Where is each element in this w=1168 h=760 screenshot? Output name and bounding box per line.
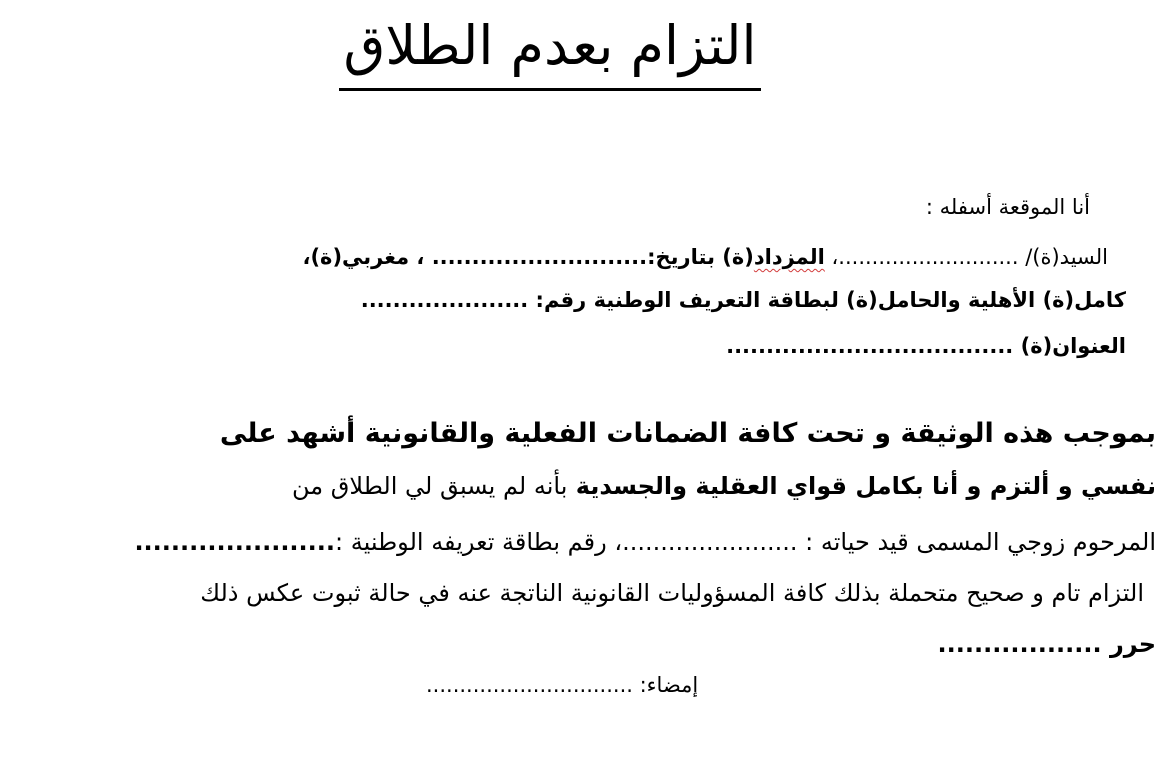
- body-line-2: [292, 469, 1156, 503]
- birth-word: المزداد: [753, 245, 825, 269]
- body-line-3: [134, 525, 1156, 559]
- body-line-3-regular: المرحوم زوجي المسمى قيد حياته : .......................، رقم بطاقة تعريفه الوطنية :: [335, 528, 1156, 556]
- body-line-1: بموجب هذه الوثيقة و تحت كافة الضمانات الفعلية والقانونية أشهد على: [219, 418, 1156, 449]
- name-line-label: السيد(ة)/ ...........................،: [824, 245, 1108, 269]
- body-line-4: التزام تام و صحيح متحملة بذلك كافة المسؤوليات القانونية الناتجة عنه في حالة ثبوت عكس ذلك: [200, 579, 1144, 607]
- birth-date-and-nationality: (ة) بتاريخ:........................... ، مغربي(ة)،: [302, 245, 754, 269]
- body-line-2-bold: نفسي و ألتزم و أنا بكامل قواي العقلية والجسدية: [567, 472, 1156, 500]
- body-line-3-dots: ......................: [134, 528, 336, 556]
- address-line: العنوان(ة) ....................................: [726, 334, 1126, 358]
- declarant-intro: أنا الموقعة أسفله :: [925, 195, 1090, 219]
- signature-line: إمضاء: ...............................: [426, 673, 699, 697]
- body-line-5: حرر ..................: [937, 630, 1156, 658]
- document-title-text: التزام بعدم الطلاق: [339, 6, 760, 91]
- document-title: [0, 6, 1100, 91]
- name-line: [302, 242, 1108, 272]
- id-card-line: كامل(ة) الأهلية والحامل(ة) لبطاقة التعريف الوطنية رقم: .....................: [360, 288, 1126, 312]
- body-line-2-regular: بأنه لم يسبق لي الطلاق من: [292, 472, 568, 500]
